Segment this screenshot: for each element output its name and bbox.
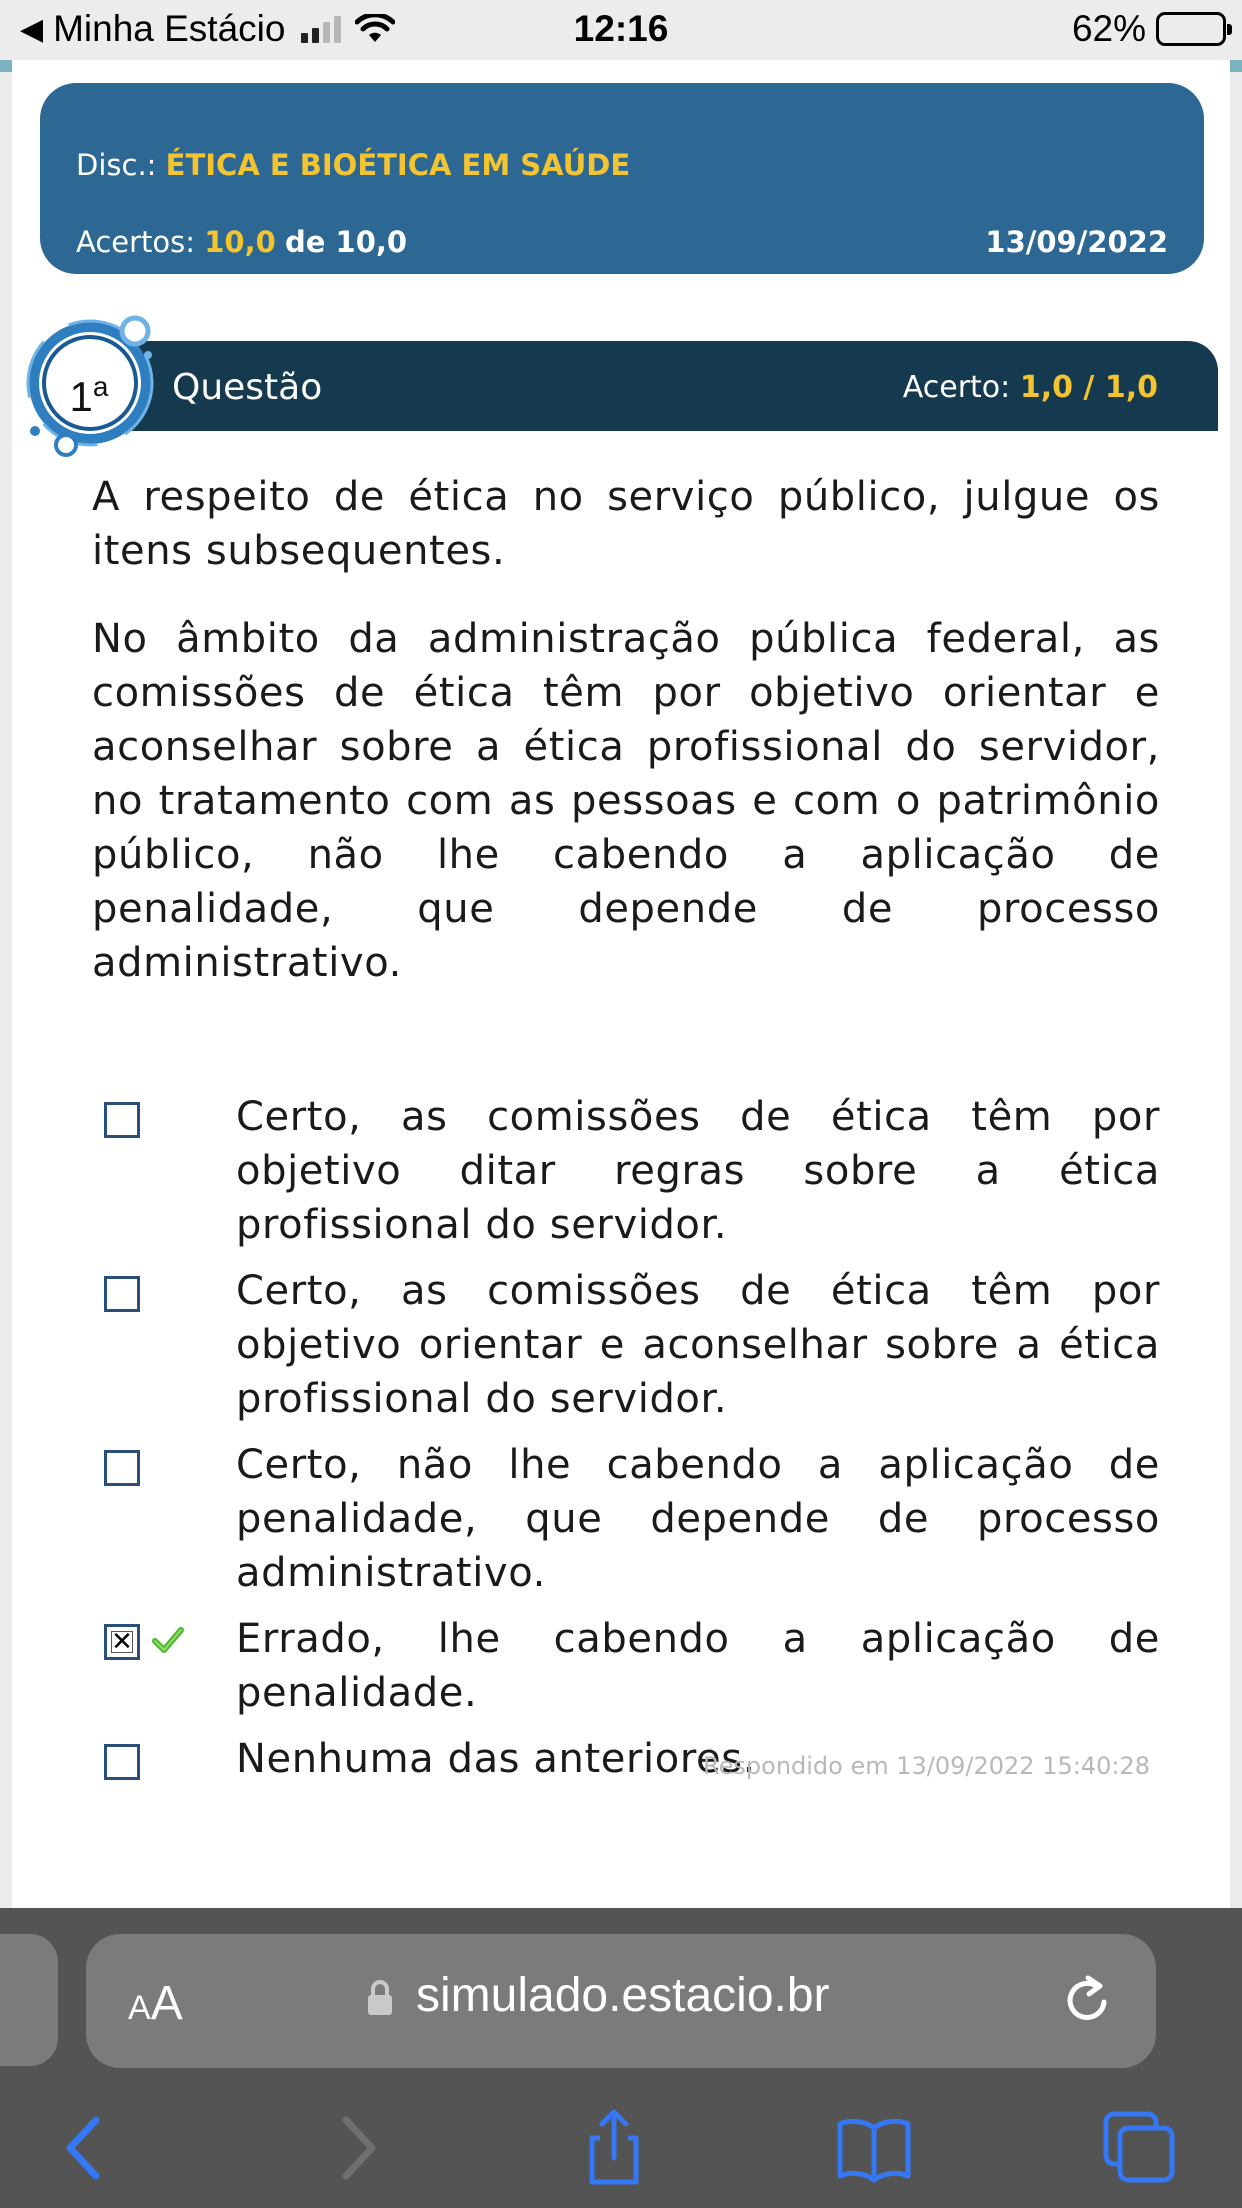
x-mark-icon: ✕ xyxy=(111,1627,133,1657)
lock-icon xyxy=(366,1978,394,2018)
score-max: 1,0 xyxy=(1104,370,1158,405)
forward-icon[interactable] xyxy=(316,2108,396,2188)
answered-timestamp: Respondido em 13/09/2022 15:40:28 xyxy=(703,1752,1150,1780)
answer-option-text: Certo, as comissões de ética têm por objetivo ditar regras sobre a ética profissional do servidor. xyxy=(236,1094,1160,1248)
address-bar[interactable] xyxy=(86,1934,1156,2068)
checkbox[interactable] xyxy=(104,1102,140,1138)
battery-icon xyxy=(1156,12,1226,46)
previous-tab-peek[interactable] xyxy=(0,1934,58,2066)
text-size-button[interactable]: AA xyxy=(128,1977,183,2030)
exam-page xyxy=(12,60,1230,1910)
question-statement: No âmbito da administração pública federal, as comissões de ética têm por objetivo orientar e aconselhar sobre a ética profissional do servidor, no tratamento com as pessoas e com o patrimônio público, não lhe cabendo a aplicação de penalidade, que depende de processo administrativo. xyxy=(92,616,1160,986)
browser-toolbar xyxy=(0,1908,1242,2208)
acertos-label: Acertos: xyxy=(76,225,196,259)
url-text[interactable]: simulado.estacio.br xyxy=(416,1969,830,2022)
answer-option-text: Errado, lhe cabendo a aplicação de penalidade. xyxy=(236,1616,1160,1716)
bookmarks-icon[interactable] xyxy=(834,2108,914,2188)
answer-option-text: Nenhuma das anteriores. xyxy=(236,1736,756,1782)
question-text xyxy=(92,470,1160,1024)
discipline-header xyxy=(40,83,1204,274)
question-title: Questão xyxy=(172,367,323,408)
question-score xyxy=(903,370,1158,405)
acertos-value: 10,0 xyxy=(204,225,276,259)
back-to-app-label[interactable]: Minha Estácio xyxy=(53,8,286,49)
back-to-app-icon[interactable]: ◀ xyxy=(20,12,44,46)
question-number: 1 xyxy=(69,373,93,420)
answer-option-text: Certo, não lhe cabendo a aplicação de penalidade, que depende de processo administrativo. xyxy=(236,1442,1160,1596)
score-label: Acerto: xyxy=(902,370,1011,405)
clock: 12:16 xyxy=(573,8,669,49)
reload-icon[interactable] xyxy=(1060,1972,1116,2028)
answer-option-selected[interactable] xyxy=(92,1612,1160,1720)
status-bar xyxy=(0,0,1242,60)
answer-option-text: Certo, as comissões de ética têm por objetivo orientar e aconselhar sobre a ética profissional do servidor. xyxy=(236,1268,1160,1422)
tabs-icon[interactable] xyxy=(1100,2108,1180,2188)
score-separator: / xyxy=(1072,370,1105,405)
question-intro: A respeito de ética no serviço público, julgue os itens subsequentes. xyxy=(92,474,1160,574)
browser-nav xyxy=(0,2108,1242,2198)
answer-options xyxy=(92,1090,1160,1804)
checkbox[interactable] xyxy=(104,1276,140,1312)
discipline-label: Disc.: xyxy=(76,148,157,182)
question-bar xyxy=(86,341,1218,431)
answer-option[interactable] xyxy=(92,1264,1160,1426)
acertos-total: de 10,0 xyxy=(285,225,408,259)
correct-check-icon xyxy=(152,1626,184,1654)
back-icon[interactable] xyxy=(48,2108,128,2188)
battery-percentage: 62% xyxy=(1071,8,1146,49)
discipline-name: ÉTICA E BIOÉTICA EM SAÚDE xyxy=(165,148,631,182)
exam-date: 13/09/2022 xyxy=(985,225,1168,259)
question-number-badge xyxy=(20,307,170,457)
question-ordinal: a xyxy=(92,371,109,402)
checkbox-checked[interactable] xyxy=(104,1624,140,1660)
checkbox[interactable] xyxy=(104,1450,140,1486)
checkbox[interactable] xyxy=(104,1744,140,1780)
answer-option[interactable] xyxy=(92,1438,1160,1600)
answer-option[interactable] xyxy=(92,1090,1160,1252)
score-value: 1,0 xyxy=(1019,370,1073,405)
share-icon[interactable] xyxy=(574,2108,654,2188)
